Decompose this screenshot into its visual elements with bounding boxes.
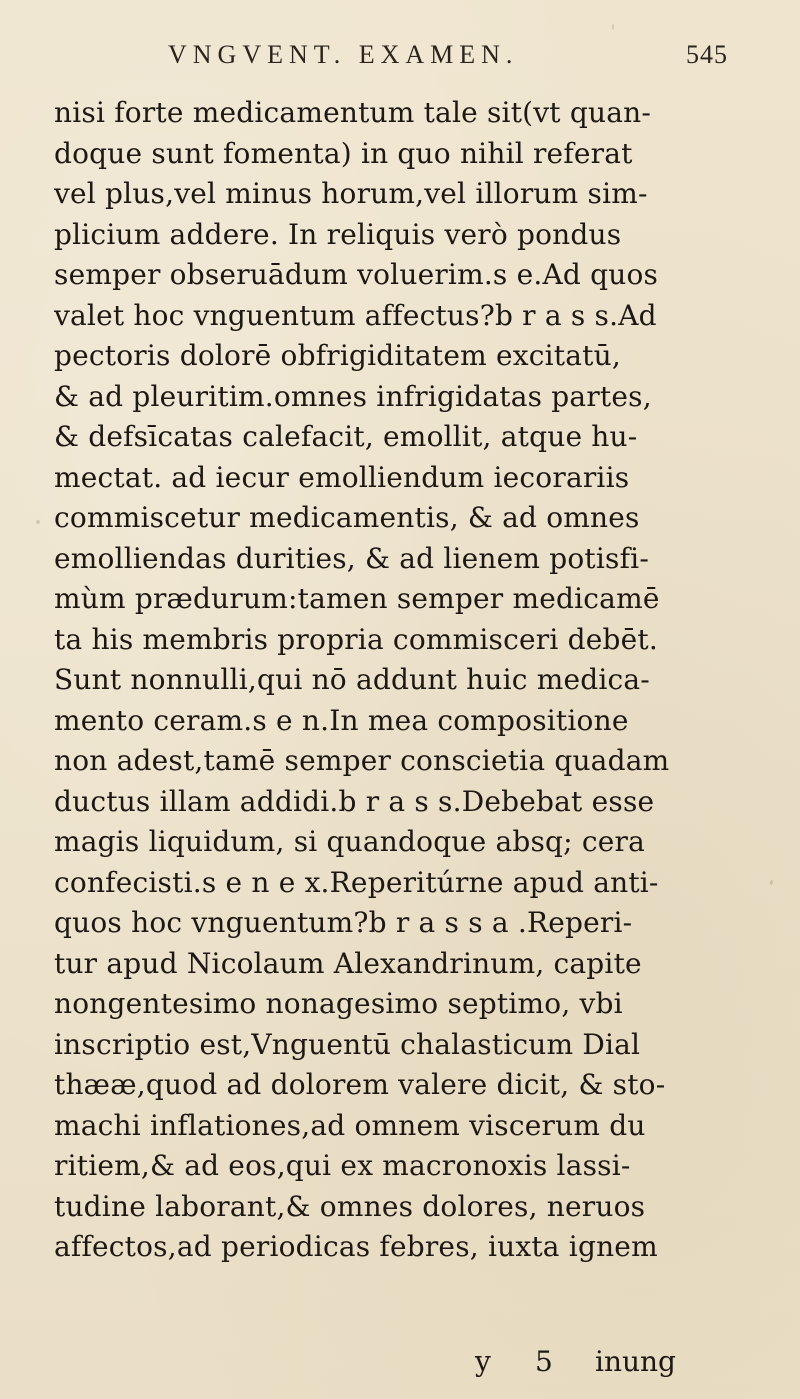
text-line: plicium addere. In reliquis verò pondus [54,217,622,251]
text-line: ta his membris propria commisceri debēt. [54,622,658,656]
running-head [168,40,728,80]
text-line: machi inflationes,ad omnem viscerum du [54,1108,646,1142]
paper-blemish [36,520,40,524]
text-line: tur apud Nicolaum Alexandrinum, capite [54,946,642,980]
text-line: pectoris dolorē obfrigiditatem excitatū, [54,339,621,372]
text-line: quos hoc vnguentum?b r a s s a .Reperi- [54,906,633,939]
text-line: mectat. ad iecur emolliendum iecorariis [54,460,630,494]
catchword: inung [595,1345,676,1378]
text-line: tudine laborant,& omnes dolores, neruos [54,1189,646,1223]
text-line: doque sunt fomenta) in quo nihil referat [54,136,633,170]
signature-catchword-line [475,1342,795,1382]
paper-blemish [612,24,614,30]
text-line: commiscetur medicamentis, & ad omnes [54,501,640,534]
text-line: thææ,quod ad dolorem valere dicit, & sto- [54,1068,666,1101]
signature-mark: y [475,1345,491,1378]
running-head-title: VNGVENT. EXAMEN. [168,40,519,69]
text-line: inscriptio est,Vnguentū chalasticum Dial [54,1027,641,1061]
text-line: magis liquidum, si quandoque absq; cera [54,825,646,858]
signature-number: 5 [535,1345,553,1378]
text-line: ritiem,& ad eos,qui ex macronoxis lassi- [54,1149,631,1182]
text-line: mùm prædurum:tamen semper medicamē [54,582,660,615]
body-text [54,93,774,1268]
text-line: & defsīcatas calefacit, emollit, atque hu- [54,420,638,453]
text-line: Sunt nonnulli,qui nō addunt huic medica- [54,663,650,696]
text-line: emolliendas durities, & ad lienem potisfi- [54,541,649,575]
text-line: & ad pleuritim.omnes infrigidatas partes, [54,379,652,413]
text-line: nisi forte medicamentum tale sit(vt quan- [54,96,651,129]
text-line: confecisti.s e n e x.Reperitúrne apud anti- [54,865,659,899]
text-line: mento ceram.s e n.In mea compositione [54,703,629,737]
text-line: vel plus,vel minus horum,vel illorum sim- [54,177,648,210]
text-line: nongentesimo nonagesimo septimo, vbi [54,987,623,1020]
text-line: ductus illam addidi.b r a s s.Debebat esse [54,784,655,818]
text-line: affectos,ad periodicas febres, iuxta ignem [54,1230,658,1263]
text-line: non adest,tamē semper conscietia quadam [54,744,670,777]
text-line: valet hoc vnguentum affectus?b r a s s.Ad [54,298,657,332]
page-number: 545 [686,40,728,69]
text-line: semper obseruādum voluerim.s e.Ad quos [54,258,659,291]
